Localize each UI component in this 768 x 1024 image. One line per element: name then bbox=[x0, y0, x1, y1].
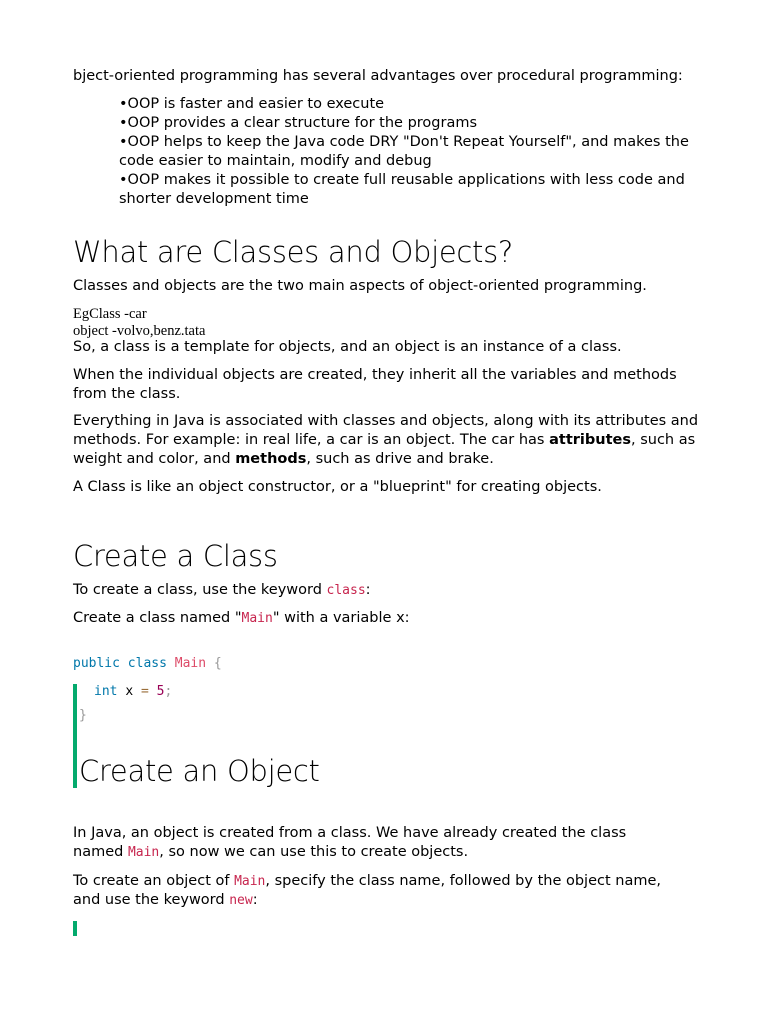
paragraph: In Java, an object is created from a class. We have already created the class named Main, so now we can use this to create objects. bbox=[73, 825, 627, 860]
code-accent-bar bbox=[73, 921, 77, 936]
list-item: •OOP is faster and easier to execute bbox=[119, 96, 385, 112]
code-line: } bbox=[79, 708, 87, 723]
paragraph: When the individual objects are created, they inherit all the variables and methods from the class. bbox=[73, 367, 677, 402]
advantages-list bbox=[119, 95, 709, 209]
heading-create-class: Create a Class bbox=[73, 539, 278, 573]
paragraph: Everything in Java is associated with classes and objects, along with its attributes and methods. For example: in real life, a car is an object. The car has attributes, such as weight and color, and methods, such as drive and brake. bbox=[73, 413, 699, 467]
paragraph: A Class is like an object constructor, or a "blueprint" for creating objects. bbox=[73, 479, 602, 495]
bold-term: attributes bbox=[549, 432, 631, 448]
heading-create-object: Create an Object bbox=[79, 754, 320, 788]
bold-term: methods bbox=[235, 451, 307, 467]
list-item: •OOP provides a clear structure for the programs bbox=[119, 115, 478, 131]
inline-code: Main bbox=[234, 874, 266, 889]
inline-code: new bbox=[229, 893, 253, 908]
paragraph: Classes and objects are the two main aspects of object-oriented programming. bbox=[73, 278, 647, 294]
paragraph: So, a class is a template for objects, and an object is an instance of a class. bbox=[73, 339, 622, 355]
paragraph: To create an object of Main, specify the class name, followed by the object name, and use the keyword new: bbox=[73, 873, 661, 908]
code-line: public class Main { bbox=[73, 656, 222, 671]
inline-code: Main bbox=[241, 611, 273, 626]
example-note: object -volvo,benz.tata bbox=[73, 323, 206, 339]
paragraph: Create a class named "Main" with a variable x: bbox=[73, 610, 410, 626]
list-item: •OOP makes it possible to create full reusable applications with less code and shorter development time bbox=[119, 172, 685, 207]
paragraph: To create a class, use the keyword class: bbox=[73, 582, 371, 598]
heading-classes-objects: What are Classes and Objects? bbox=[73, 235, 514, 269]
inline-code: Main bbox=[127, 845, 160, 860]
example-note: EgClass -car bbox=[73, 306, 147, 322]
inline-code: class bbox=[326, 583, 366, 598]
code-line: int x = 5; bbox=[94, 684, 173, 699]
code-accent-bar bbox=[73, 684, 77, 788]
intro-text: bject-oriented programming has several advantages over procedural programming: bbox=[73, 68, 683, 84]
list-item: •OOP helps to keep the Java code DRY "Don't Repeat Yourself", and makes the code easier to maintain, modify and debug bbox=[119, 134, 689, 169]
